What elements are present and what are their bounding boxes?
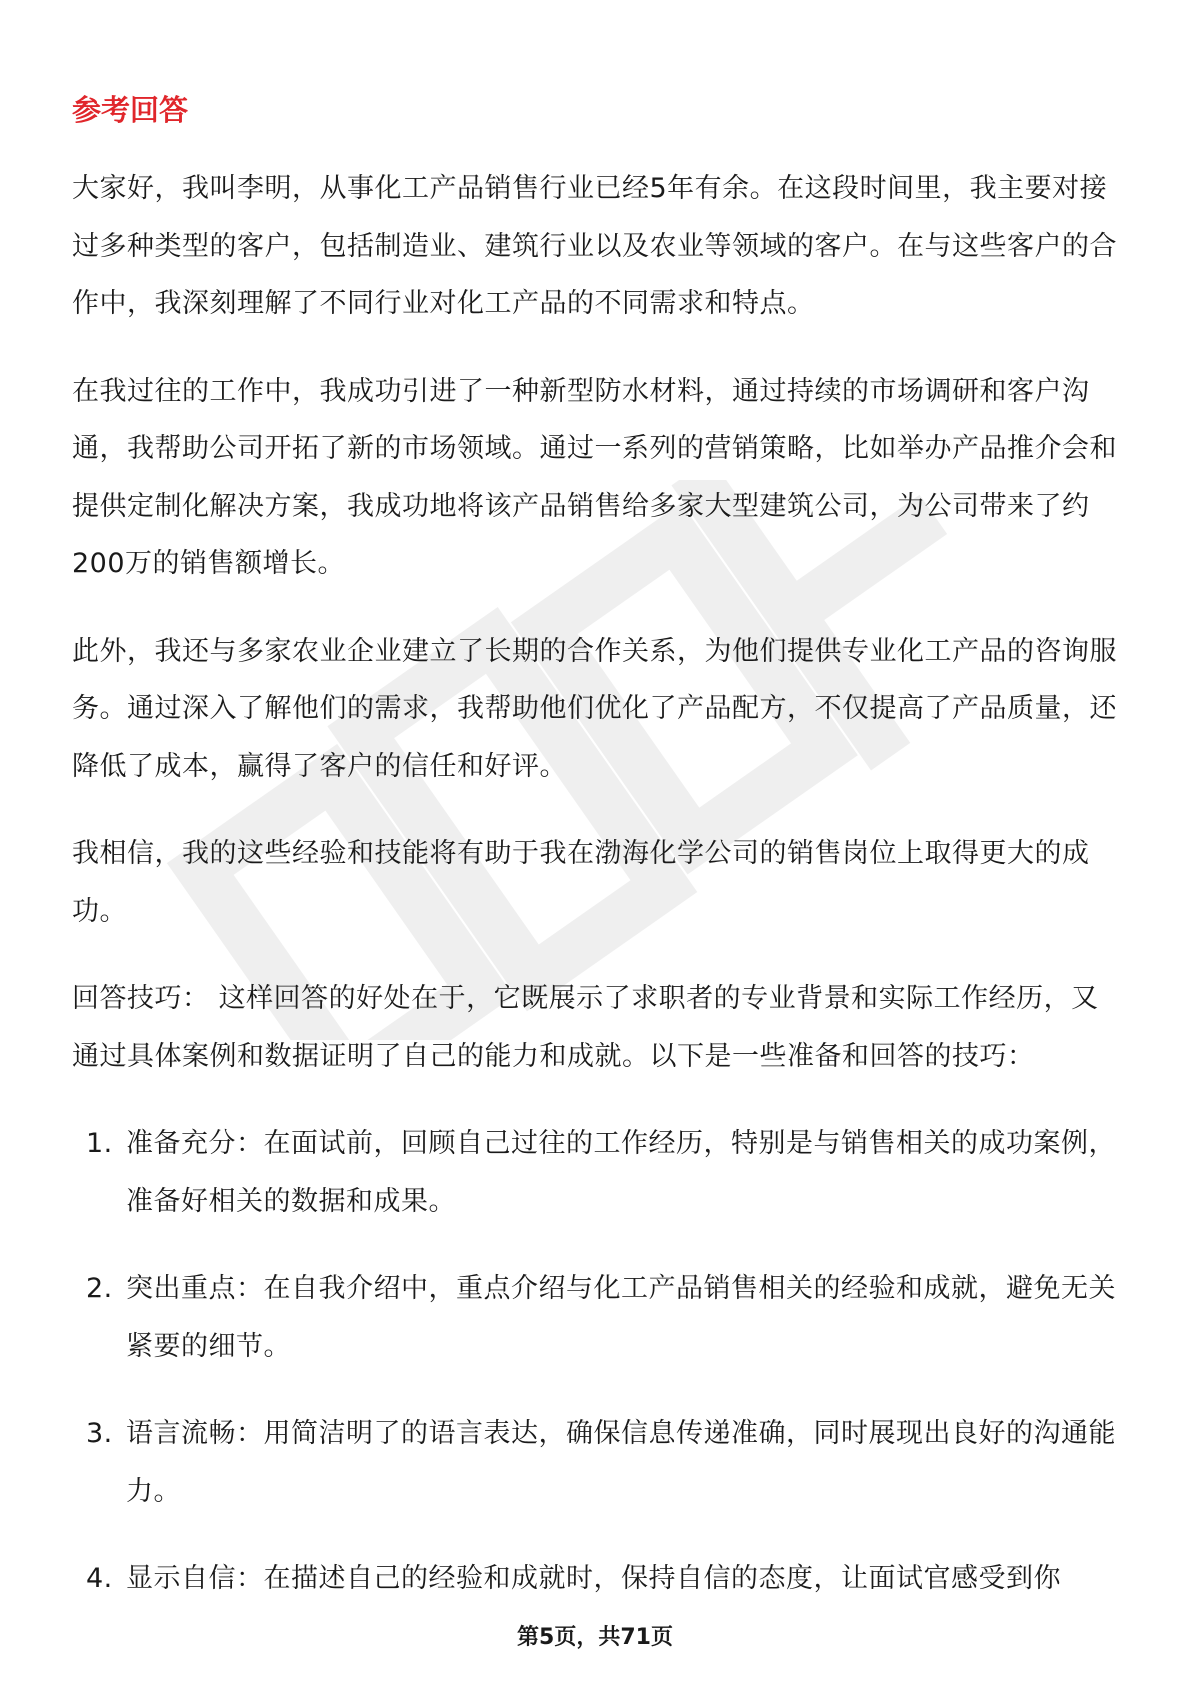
answer-paragraph-achievement: 在我过往的工作中，我成功引进了一种新型防水材料，通过持续的市场调研和客户沟通，我帮助公司开拓了新的市场领域。通过一系列的营销策略，比如举办产品推介会和提供定制化解决方案，我成功地将该产品销售给多家大型建筑公司，为公司带来了约200万的销售额增长。	[72, 375, 1117, 579]
list-item-number: 2.	[86, 1273, 113, 1304]
list-item-number: 1.	[86, 1128, 113, 1159]
list-item-number: 3.	[86, 1418, 113, 1449]
tips-list	[72, 1115, 1120, 1608]
list-item-text: 突出重点：在自我介绍中，重点介绍与化工产品销售相关的经验和成就，避免无关紧要的细节。	[126, 1273, 1116, 1362]
list-item-text: 语言流畅：用简洁明了的语言表达，确保信息传递准确，同时展现出良好的沟通能力。	[126, 1418, 1116, 1507]
answer-paragraph-agriculture: 此外，我还与多家农业企业建立了长期的合作关系，为他们提供专业化工产品的咨询服务。通过深入了解他们的需求，我帮助他们优化了产品配方，不仅提高了产品质量，还降低了成本，赢得了客户的信任和好评。	[72, 635, 1117, 782]
list-item-text: 准备充分：在面试前，回顾自己过往的工作经历，特别是与销售相关的成功案例，准备好相关的数据和成果。	[126, 1128, 1116, 1217]
answer-paragraph-conclusion: 我相信，我的这些经验和技能将有助于我在渤海化学公司的销售岗位上取得更大的成功。	[72, 838, 1090, 927]
answer-tips-intro: 回答技巧： 这样回答的好处在于，它既展示了求职者的专业背景和实际工作经历，又通过具体案例和数据证明了自己的能力和成就。以下是一些准备和回答的技巧：	[72, 983, 1099, 1072]
list-item	[72, 1260, 1120, 1375]
main-content	[72, 88, 1120, 1638]
list-item	[72, 1405, 1120, 1520]
list-item-number: 4.	[86, 1563, 113, 1594]
list-item-text: 显示自信：在描述自己的经验和成就时，保持自信的态度，让面试官感受到你	[126, 1563, 1061, 1594]
answer-paragraph-intro: 大家好，我叫李明，从事化工产品销售行业已经5年有余。在这段时间里，我主要对接过多种类型的客户，包括制造业、建筑行业以及农业等领域的客户。在与这些客户的合作中，我深刻理解了不同行业对化工产品的不同需求和特点。	[72, 173, 1117, 319]
list-item	[72, 1115, 1120, 1230]
section-heading: 参考回答	[72, 93, 189, 127]
page-number-footer: 第5页，共71页	[517, 1625, 673, 1650]
list-item	[72, 1550, 1120, 1608]
